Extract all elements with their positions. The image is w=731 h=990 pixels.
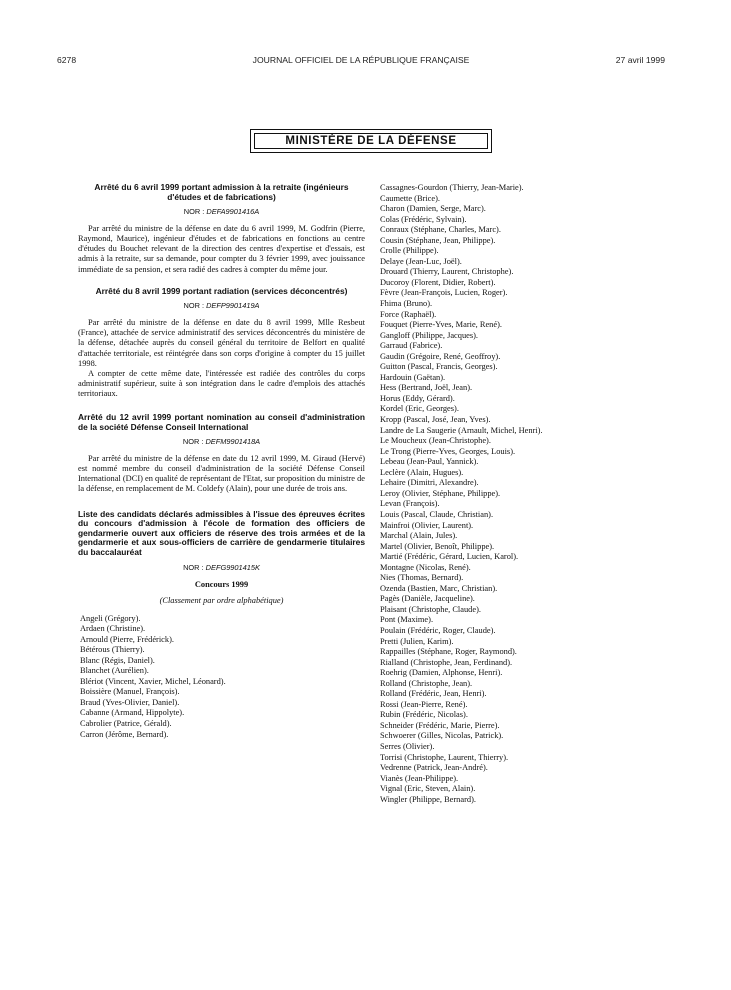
candidate-name: Cousin (Stéphane, Jean, Philippe). bbox=[380, 235, 496, 245]
page-number: 6278 bbox=[57, 55, 77, 65]
candidate-name: Vignal (Eric, Steven, Alain). bbox=[380, 784, 476, 794]
candidate-name: Roehrig (Damien, Alphonse, Henri). bbox=[380, 668, 503, 678]
candidate-name: Ozenda (Bastien, Marc, Christian). bbox=[380, 583, 498, 593]
candidate-name: Colas (Frédéric, Sylvain). bbox=[380, 214, 467, 224]
candidate-name: Blanchet (Aurélien). bbox=[80, 666, 149, 676]
nor-reference: NOR : DEFM9901418A bbox=[182, 437, 261, 447]
candidate-name: Martel (Olivier, Benoît, Philippe). bbox=[380, 541, 495, 551]
journal-title: JOURNAL OFFICIEL DE LA RÉPUBLIQUE FRANÇAISE bbox=[252, 55, 470, 65]
candidate-name: Cassagnes-Gourdon (Thierry, Jean-Marie). bbox=[380, 183, 524, 192]
candidate-name: Drouard (Thierry, Laurent, Christophe). bbox=[380, 267, 514, 277]
nor-reference: NOR : DEFG9901415K bbox=[183, 562, 260, 572]
candidate-name: Landre de La Saugerie (Arnault, Michel, Henri). bbox=[380, 425, 543, 435]
article-title: Arrêté du 8 avril 1999 portant radiation (services déconcentrés) bbox=[95, 285, 348, 296]
candidate-name: Kropp (Pascal, José, Jean, Yves). bbox=[380, 415, 491, 425]
article-title: Liste des candidats déclarés admissibles à l'issue des épreuves écrites du concours d'admission à l'école de formation des officiers de gendarmerie ouvert aux officiers de réserve des trois armées et de la gendarmerie et aux sous-officiers de carrière de gendarmerie titulaires du baccalauréat bbox=[78, 508, 365, 557]
article-radiation bbox=[78, 287, 365, 399]
candidate-name: Wingler (Philippe, Bernard). bbox=[380, 794, 476, 804]
right-column bbox=[380, 183, 670, 805]
candidate-list-left bbox=[78, 614, 365, 741]
candidate-name: Leclère (Alain, Hugues). bbox=[380, 467, 464, 477]
candidate-name: Serres (Olivier). bbox=[380, 741, 435, 751]
candidate-name: Bétérous (Thierry). bbox=[80, 645, 145, 655]
candidate-name: Torrisi (Christophe, Laurent, Thierry). bbox=[380, 752, 509, 762]
issue-date: 27 avril 1999 bbox=[615, 55, 665, 65]
candidate-name: Rubin (Frédéric, Nicolas). bbox=[380, 710, 468, 720]
candidate-name: Rossi (Jean-Pierre, René). bbox=[380, 699, 468, 709]
candidate-name: Montagne (Nicolas, René). bbox=[380, 562, 471, 572]
candidate-name: Hardouin (Gaëtan). bbox=[380, 372, 446, 382]
candidate-name: Force (Raphaël). bbox=[380, 309, 437, 319]
article-paragraph: Par arrêté du ministre de la défense en date du 8 avril 1999, Mlle Resbeut (France), attachée de service administratif des services déconcentrés du ministère de la défense, détachée auprès du conseil général du territoire de Belfort en qualité d'attachée territoriale, est réintégrée dans son corps d'origine à compter du 15 juillet 1998. bbox=[78, 318, 365, 368]
nor-code: DEFP9901419A bbox=[206, 301, 260, 311]
candidate-name: Schwoerer (Gilles, Nicolas, Patrick). bbox=[380, 731, 504, 741]
candidate-name: Lehaire (Dimitri, Alexandre). bbox=[380, 478, 479, 488]
candidate-name: Poulain (Frédéric, Roger, Claude). bbox=[380, 625, 496, 635]
left-column bbox=[78, 183, 365, 740]
ministry-heading: MINISTÈRE DE LA DÉFENSE bbox=[254, 133, 488, 149]
article-title: Arrêté du 6 avril 1999 portant admission à la retraite (ingénieurs d'études et de fabrications) bbox=[94, 182, 349, 202]
candidate-name: Delaye (Jean-Luc, Joël). bbox=[380, 256, 462, 266]
candidate-name: Plaisant (Christophe, Claude). bbox=[380, 604, 481, 614]
candidate-list-right bbox=[380, 183, 670, 805]
nor-code: DEFG9901415K bbox=[205, 562, 260, 572]
article-retirement bbox=[78, 183, 365, 275]
article-nomination bbox=[78, 413, 365, 495]
candidate-name: Blériot (Vincent, Xavier, Michel, Léonard). bbox=[80, 676, 226, 686]
candidate-name: Braud (Yves-Olivier, Daniel). bbox=[80, 697, 180, 707]
candidate-name: Ducoroy (Florent, Didier, Robert). bbox=[380, 277, 496, 287]
candidate-name: Le Moucheux (Jean-Christophe). bbox=[380, 436, 491, 446]
candidate-name: Caumette (Brice). bbox=[380, 193, 440, 203]
candidate-name: Le Trong (Pierre-Yves, Georges, Louis). bbox=[380, 446, 516, 456]
nor-reference: NOR : DEFP9901419A bbox=[183, 301, 260, 311]
candidate-name: Arnould (Pierre, Frédérick). bbox=[80, 634, 174, 644]
candidate-name: Rappailles (Stéphane, Roger, Raymond). bbox=[380, 647, 517, 657]
candidate-name: Nies (Thomas, Bernard). bbox=[380, 573, 464, 583]
candidate-name: Vianès (Jean-Philippe). bbox=[380, 773, 459, 783]
candidate-name: Pretti (Julien, Karim). bbox=[380, 636, 454, 646]
article-paragraph: A compter de cette même date, l'intéressée est radiée des contrôles du corps administratif supérieur, suite à son intégration dans le cadre d'emplois des attachés territoriaux. bbox=[78, 368, 365, 398]
classement-note: (Classement par ordre alphabétique) bbox=[159, 595, 284, 605]
candidate-name: Lebeau (Jean-Paul, Yannick). bbox=[380, 457, 479, 467]
candidate-name: Angeli (Grégory). bbox=[80, 613, 141, 623]
article-paragraph: Par arrêté du ministre de la défense en date du 6 avril 1999, M. Godfrin (Pierre, Raymond, Maurice), ingénieur d'études et de fabrications en fonctions au centre d'études du Bouchet relevant de la direction des centres d'expertise et d'essais, est admis à la retraite, sur sa demande, pour compter du 3 février 1999, avec jouissance immédiate de sa pension, et sera radié des cadres à compter du même jour. bbox=[78, 224, 365, 274]
candidate-name: Hess (Bertrand, Joël, Jean). bbox=[380, 383, 473, 393]
candidate-name: Charon (Damien, Serge, Marc). bbox=[380, 204, 486, 214]
ministry-heading-box bbox=[250, 129, 492, 153]
candidate-name: Louis (Pascal, Claude, Christian). bbox=[380, 509, 494, 519]
candidate-name: Marchal (Alain, Jules). bbox=[380, 531, 458, 541]
candidate-name: Carron (Jérôme, Bernard). bbox=[80, 729, 169, 739]
candidate-name: Garraud (Fabrice). bbox=[380, 341, 443, 351]
concours-title: Concours 1999 bbox=[194, 579, 249, 589]
candidate-name: Ardaen (Christine). bbox=[80, 624, 146, 634]
nor-code: DEFA9901416A bbox=[206, 207, 260, 217]
candidate-name: Horus (Eddy, Gérard). bbox=[380, 393, 455, 403]
article-paragraph: Par arrêté du ministre de la défense en date du 12 avril 1999, M. Giraud (Hervé) est nommé membre du conseil d'administration de la société Défense Conseil International (DCI) en qualité de représentant de l'Etat, sur proposition du ministre de la défense, en remplacement de M. Coldefy (Alain), pour une durée de trois ans. bbox=[78, 454, 365, 494]
candidate-name: Vedrenne (Patrick, Jean-André). bbox=[380, 763, 488, 773]
candidate-name: Crolle (Philippe). bbox=[380, 246, 439, 256]
article-title: Arrêté du 12 avril 1999 portant nomination au conseil d'administration de la société Défense Conseil International bbox=[78, 412, 365, 432]
candidate-name: Levan (François). bbox=[380, 499, 440, 509]
candidate-name: Cabrolier (Patrice, Gérald). bbox=[80, 719, 172, 728]
candidate-name: Mainfroi (Olivier, Laurent). bbox=[380, 520, 474, 530]
candidate-name: Fouquet (Pierre-Yves, Marie, René). bbox=[380, 320, 502, 330]
candidate-name: Rialland (Christophe, Jean, Ferdinand). bbox=[380, 657, 513, 667]
candidate-name: Rolland (Frédéric, Jean, Henri). bbox=[380, 689, 487, 699]
candidate-name: Rolland (Christophe, Jean). bbox=[380, 678, 473, 688]
nor-reference: NOR : DEFA9901416A bbox=[183, 207, 260, 217]
candidate-name: Schneider (Frédéric, Marie, Pierre). bbox=[380, 720, 500, 730]
candidate-name: Fèvre (Jean-François, Lucien, Roger). bbox=[380, 288, 508, 298]
candidate-name: Cabanne (Armand, Hippolyte). bbox=[80, 708, 185, 718]
candidate-name: Fhima (Bruno). bbox=[380, 299, 433, 309]
candidate-name: Leroy (Olivier, Stéphane, Philippe). bbox=[380, 488, 501, 498]
candidate-name: Blanc (Régis, Daniel). bbox=[80, 655, 155, 665]
candidate-name: Pagès (Danièle, Jacqueline). bbox=[380, 594, 475, 604]
page-header bbox=[57, 55, 665, 69]
candidate-name: Gangloff (Philippe, Jacques). bbox=[380, 330, 478, 340]
candidate-name: Conraux (Stéphane, Charles, Marc). bbox=[380, 225, 501, 235]
candidate-name: Boissière (Manuel, François). bbox=[80, 687, 180, 697]
candidate-name: Pont (Maxime). bbox=[380, 615, 434, 625]
candidate-name: Guitton (Pascal, Francis, Georges). bbox=[380, 362, 498, 372]
nor-code: DEFM9901418A bbox=[205, 437, 261, 447]
article-candidates-list bbox=[78, 510, 365, 741]
candidate-name: Martié (Frédéric, Gérard, Lucien, Karol). bbox=[380, 552, 519, 562]
candidate-name: Gaudin (Grégoire, René, Geoffroy). bbox=[380, 351, 501, 361]
candidate-name: Kordel (Eric, Georges). bbox=[380, 404, 459, 414]
